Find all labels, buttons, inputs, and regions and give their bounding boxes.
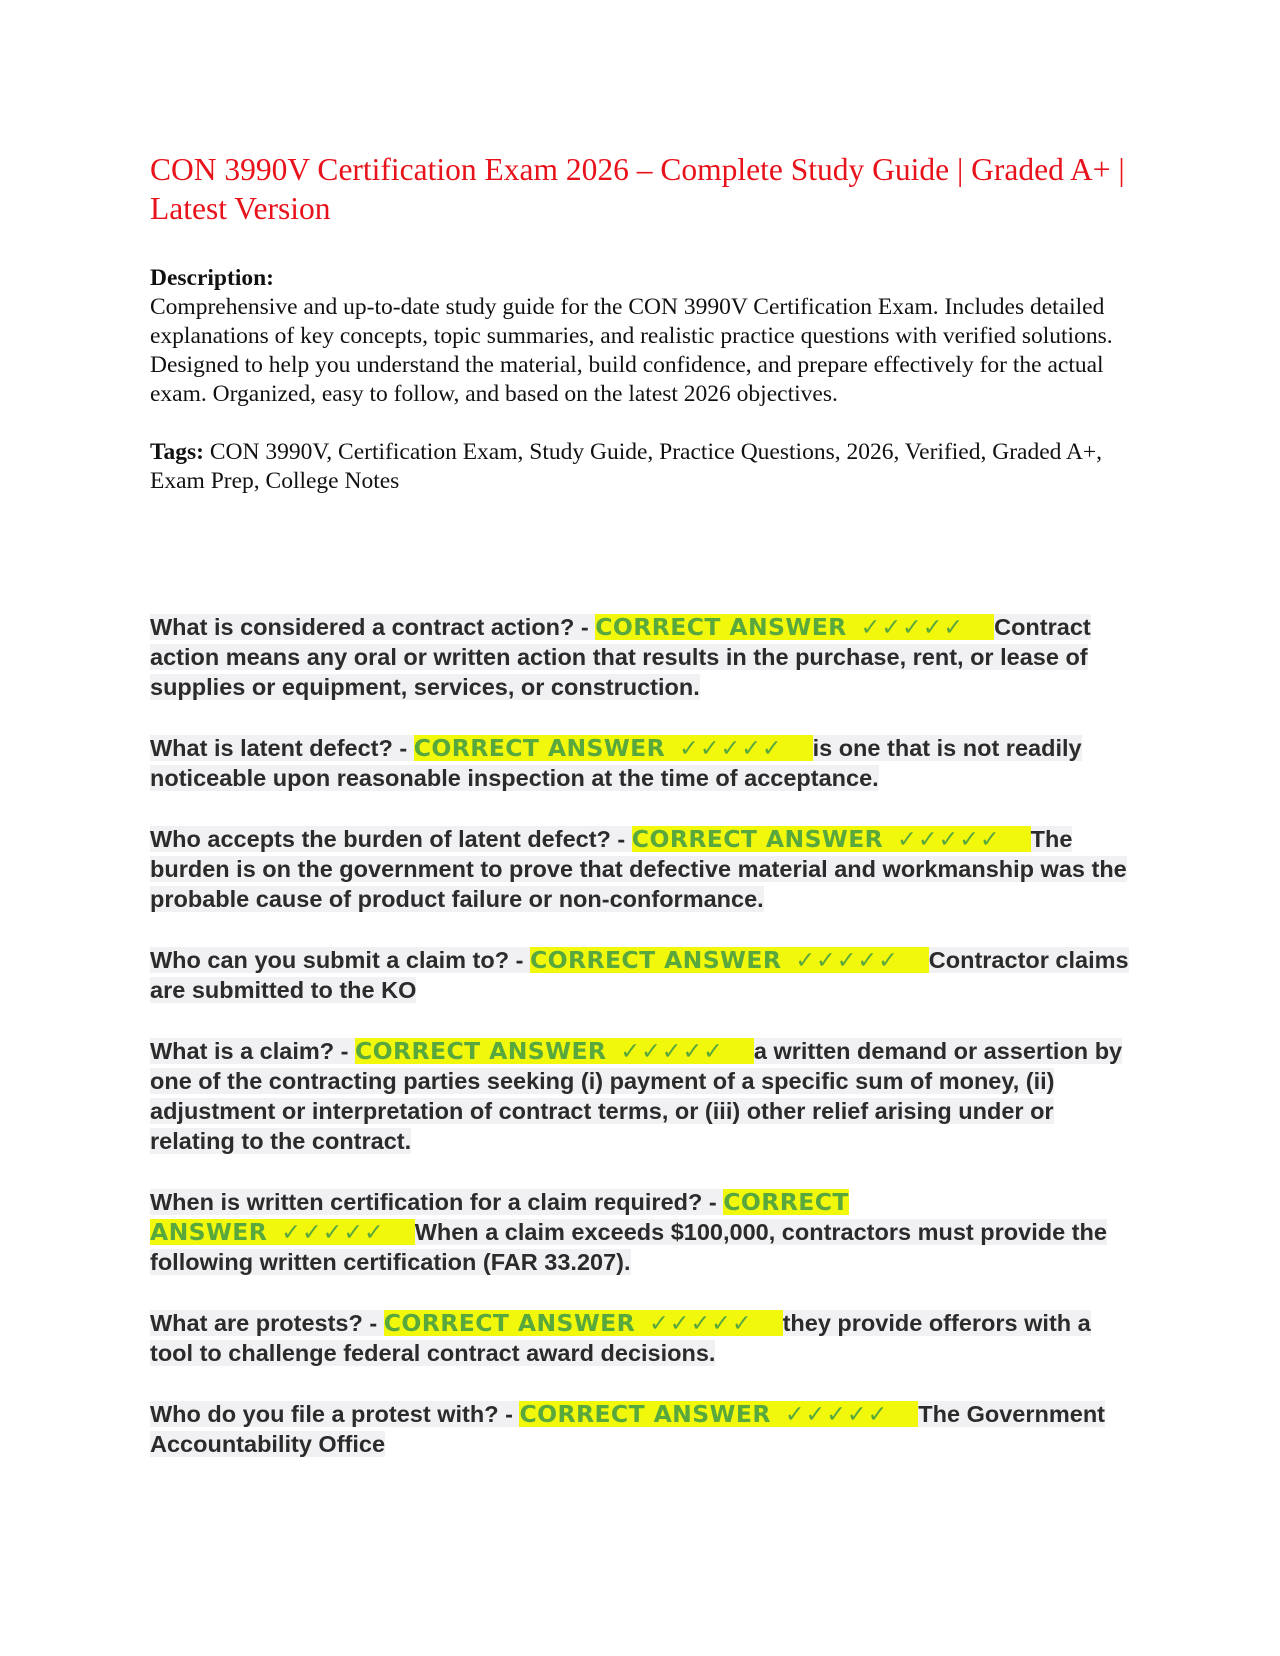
qa-list — [150, 612, 1130, 1459]
question-text: What is a claim? - — [150, 1038, 356, 1064]
answer-text: The Government Accountability Office — [150, 1401, 1106, 1457]
question-text: When is written certification for a claim required? - — [150, 1189, 724, 1215]
correct-answer-label: CORRECT ANSWER — [631, 825, 884, 853]
correct-answer-marker — [414, 735, 813, 761]
correct-answer-marker — [632, 826, 1031, 852]
qa-item — [150, 1036, 1130, 1156]
correct-answer-label: CORRECT ANSWER — [519, 1400, 771, 1428]
answer-text: is one that is not readily noticeable upon reasonable inspection at the time of acceptance. — [150, 735, 1082, 791]
correct-answer-marker — [519, 1401, 918, 1427]
checkmarks-icon: ✓✓✓✓✓ — [679, 734, 783, 762]
tags-label: Tags: — [150, 439, 204, 465]
description-text: Comprehensive and up-to-date study guide for the CON 3990V Certification Exam. Includes detailed explanations of key concepts, topic summaries, and realistic practice questions with verified solutions. Designed to help you understand the material, build confidence, and prepare effectively for the actual exam. Organized, easy to follow, and based on the latest 2026 objectives. — [150, 294, 1113, 407]
answer-text: they provide offerors with a tool to challenge federal contract award decisions. — [150, 1310, 1091, 1366]
qa-item — [150, 733, 1130, 793]
checkmarks-icon: ✓✓✓✓✓ — [897, 825, 1001, 853]
document-title: CON 3990V Certification Exam 2026 – Complete Study Guide | Graded A+ | Latest Version — [150, 152, 1125, 226]
correct-answer-label: CORRECT ANSWER — [529, 946, 782, 974]
answer-text: When a claim exceeds $100,000, contractors must provide the following written certification (FAR 33.207). — [150, 1219, 1107, 1275]
correct-answer-label: CORRECT ANSWER — [383, 1309, 636, 1337]
qa-item — [150, 945, 1130, 1005]
correct-answer-label: CORRECT ANSWER — [413, 734, 666, 762]
document-content — [150, 150, 1130, 1490]
qa-item — [150, 1308, 1130, 1368]
checkmarks-icon: ✓✓✓✓✓ — [784, 1400, 889, 1428]
correct-answer-label: CORRECT ANSWER — [595, 613, 847, 641]
question-text: Who do you file a protest with? - — [150, 1401, 520, 1427]
question-text: What is considered a contract action? - — [150, 614, 596, 640]
qa-item — [150, 824, 1130, 914]
answer-text: Contract action means any oral or written action that results in the purchase, rent, or lease of supplies or equipment, services, or construction. — [150, 614, 1091, 700]
answer-text: The burden is on the government to prove that defective material and workmanship was the probable cause of product failure or non-conformance. — [150, 826, 1127, 912]
correct-answer-marker — [384, 1310, 783, 1336]
qa-item — [150, 612, 1130, 702]
question-text: What is latent defect? - — [150, 735, 414, 761]
correct-answer-label: CORRECT ANSWER — [150, 1188, 849, 1246]
checkmarks-icon: ✓✓✓✓✓ — [620, 1037, 724, 1065]
correct-answer-marker — [355, 1038, 754, 1064]
correct-answer-label: CORRECT ANSWER — [355, 1037, 607, 1065]
checkmarks-icon: ✓✓✓✓✓ — [795, 946, 899, 974]
tags-text: CON 3990V, Certification Exam, Study Guide, Practice Questions, 2026, Verified, Graded A+, Exam Prep, College Notes — [150, 439, 1103, 494]
question-text: What are protests? - — [150, 1310, 384, 1336]
correct-answer-marker — [530, 947, 929, 973]
checkmarks-icon: ✓✓✓✓✓ — [860, 613, 965, 641]
qa-item — [150, 1187, 1130, 1277]
qa-item — [150, 1399, 1130, 1459]
question-text: Who can you submit a claim to? - — [150, 947, 530, 973]
checkmarks-icon: ✓✓✓✓✓ — [649, 1309, 753, 1337]
answer-text: Contractor claims are submitted to the KO — [150, 947, 1129, 1003]
question-text: Who accepts the burden of latent defect? - — [150, 826, 632, 852]
correct-answer-marker — [595, 614, 994, 640]
tags-section — [150, 438, 1130, 496]
description-section — [150, 264, 1130, 409]
description-heading: Description: — [150, 265, 275, 291]
answer-text: a written demand or assertion by one of the contracting parties seeking (i) payment of a specific sum of money, (ii) adjustment or interpretation of contract terms, or (iii) other relief arising under or relating to the contract. — [150, 1038, 1123, 1154]
checkmarks-icon: ✓✓✓✓✓ — [281, 1218, 385, 1246]
